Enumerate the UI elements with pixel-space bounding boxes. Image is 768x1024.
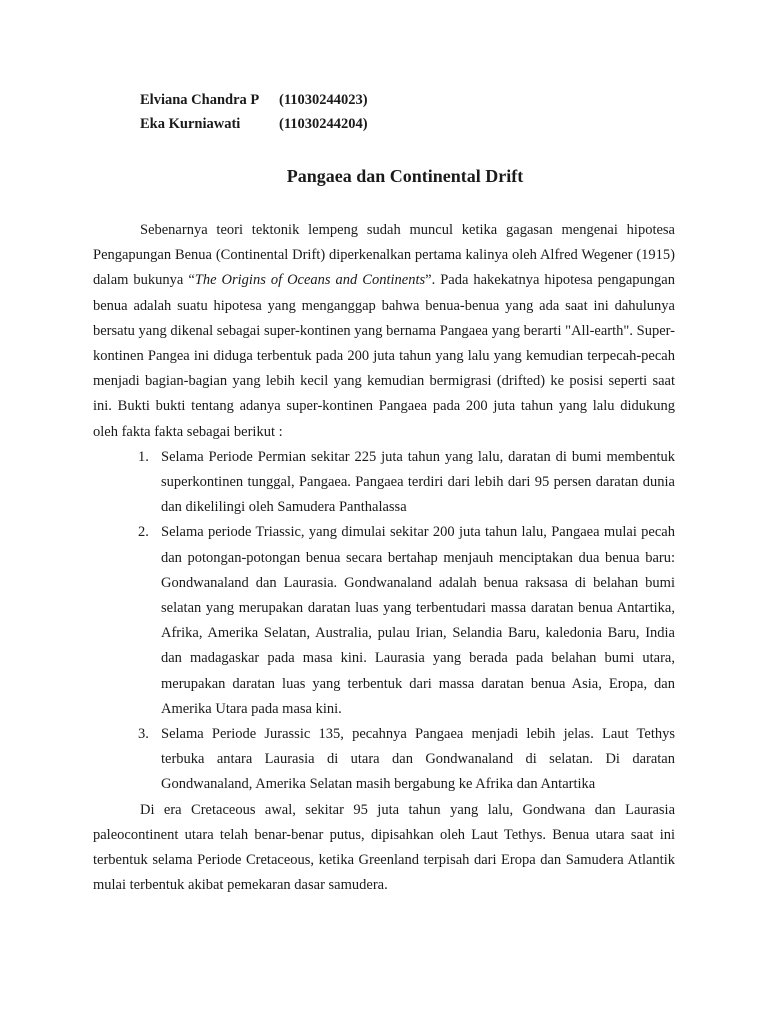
intro-text-after: ”. Pada hakekatnya hipotesa pengapungan benua adalah suatu hipotesa yang menganggap bahwa benua-benua yang ada saat ini dahulunya bersatu yang dikenal sebagai super-kontinen yang bernama Pangaea yang berarti "All-earth". Super-kontinen Pangea ini diduga terbentuk pada 200 juta tahun yang lalu yang kemudian terpecah-pecah menjadi bagian-bagian yang lebih kecil yang kemudian bermigrasi (drifted) ke posisi seperti saat ini. Bukti bukti tentang adanya super-kontinen Pangaea pada 200 juta tahun yang lalu didukung oleh fakta fakta sebagai berikut : (93, 272, 675, 440)
list-number: 2. (138, 524, 149, 541)
intro-text-before: Sebenarnya teori tektonik lempeng sudah muncul ketika gagasan mengenai hipotesa Pengapungan Benua (Continental Drift) diperkenalkan pertama kalinya oleh Alfred Wegener (1915) dalam bukunya “ (93, 222, 675, 289)
author-name: Eka Kurniawati (140, 116, 241, 132)
list-item-text: Selama Periode Permian sekitar 225 juta tahun yang lalu, daratan di bumi membentuk superkontinen tunggal, Pangaea. Pangaea terdiri dari lebih dari 95 persen daratan dunia dan dikelilingi oleh Samudera Panthalassa (161, 448, 675, 516)
document-body (93, 218, 675, 898)
list-item (93, 445, 675, 521)
intro-paragraph (93, 218, 675, 445)
list-item (93, 722, 675, 798)
list-number: 3. (138, 726, 149, 743)
author-id: (11030244023) (279, 92, 368, 108)
evidence-list (93, 445, 675, 798)
author-block (140, 88, 368, 136)
list-item (93, 520, 675, 722)
closing-paragraph: Di era Cretaceous awal, sekitar 95 juta tahun yang lalu, Gondwana dan Laurasia paleocontinent utara telah benar-benar putus, dipisahkan oleh Laut Tethys. Benua utara saat ini terbentuk selama Periode Cretaceous, ketika Greenland terpisah dari Eropa dan Samudera Atlantik mulai terbentuk akibat pemekaran dasar samudera. (93, 801, 675, 894)
author-id: (11030244204) (279, 116, 368, 132)
author-name: Elviana Chandra P (140, 92, 260, 108)
author-row (140, 88, 368, 112)
author-row (140, 112, 368, 136)
book-title: The Origins of Oceans and Continents (194, 272, 426, 289)
list-item-text: Selama Periode Jurassic 135, pecahnya Pangaea menjadi lebih jelas. Laut Tethys terbuka antara Laurasia di utara dan Gondwanaland di selatan. Di daratan Gondwanaland, Amerika Selatan masih bergabung ke Afrika dan Antartika (161, 726, 675, 793)
document-title: Pangaea dan Continental Drift (286, 166, 524, 186)
list-item-text: Selama periode Triassic, yang dimulai sekitar 200 juta tahun lalu, Pangaea mulai pecah dan potongan-potongan benua secara bertahap menjauh menciptakan dua benua baru: Gondwanaland dan Laurasia. Gondwanaland adalah benua raksasa di belahan bumi selatan yang merupakan daratan luas yang terbentudari massa daratan benua Antartika, Afrika, Amerika Selatan, Australia, pulau Irian, Selandia Baru, kaledonia Baru, India dan madagaskar pada masa kini. Laurasia yang berada pada belahan bumi utara, merupakan daratan luas yang terbentuk dari massa daratan benua Asia, Eropa, dan Amerika Utara pada masa kini. (161, 524, 675, 717)
list-number: 1. (138, 448, 149, 465)
